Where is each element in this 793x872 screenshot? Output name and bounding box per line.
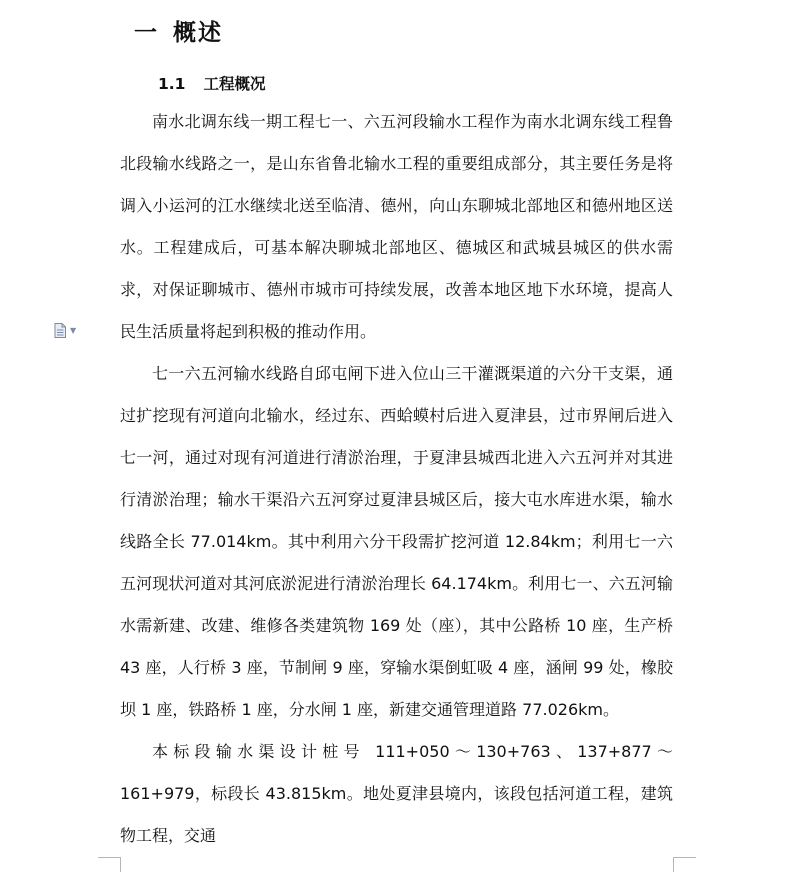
section-number: 1.1 bbox=[158, 75, 186, 93]
paragraph-anchor-icon[interactable] bbox=[54, 323, 66, 338]
paragraph: 七一六五河输水线路自邱屯闸下进入位山三干灌溉渠道的六分干支渠，通过扩挖现有河道向北输水，经过东、西蛤蟆村后进入夏津县，过市界闸后进入七一河，通过对现有河道进行清淤治理，于夏津县城西北进入六五河并对其进行清淤治理；输水干渠沿六五河穿过夏津县城区后，接大屯水库进水渠，输水线路全长 77.014km。其中利用六分干段需扩挖河道 12.84km；利用七一六五河现状河道对其河底淤泥进行清淤治理长 64.174km。利用七一、六五河输水需新建、改建、维修各类建筑物 169 处（座），其中公路桥 10 座，生产桥 43 座，人行桥 3 座，节制闸 9 座，穿输水渠倒虹吸 4 座，涵闸 99 处，橡胶坝 1 座，铁路桥 1 座，分水闸 1 座，新建交通管理道路 77.026km。 bbox=[120, 364, 673, 719]
chapter-heading bbox=[134, 14, 223, 47]
document-body bbox=[120, 101, 673, 857]
paragraph: 南水北调东线一期工程七一、六五河段输水工程作为南水北调东线工程鲁北段输水线路之一，是山东省鲁北输水工程的重要组成部分，其主要任务是将调入小运河的江水继续北送至临清、德州，向山东聊城北部地区和德州地区送水。工程建成后，可基本解决聊城北部地区、德城区和武城县城区的供水需求，对保证聊城市、德州市城市可持续发展，改善本地区地下水环境，提高人民生活质量将起到积极的推动作用。 bbox=[120, 112, 673, 341]
page-corner-mark-left bbox=[98, 857, 121, 872]
section-heading bbox=[158, 72, 265, 94]
page-corner-mark-right bbox=[673, 857, 696, 872]
chapter-number: 一 bbox=[134, 20, 159, 46]
chevron-down-icon[interactable]: ▼ bbox=[70, 326, 77, 335]
paragraph: 本标段输水渠设计桩号 111+050～130+763、137+877～161+979，标段长 43.815km。地处夏津县境内，该段包括河道工程，建筑物工程，交通 bbox=[120, 742, 673, 845]
section-title: 工程概况 bbox=[203, 75, 266, 93]
chapter-title: 概述 bbox=[173, 20, 223, 46]
